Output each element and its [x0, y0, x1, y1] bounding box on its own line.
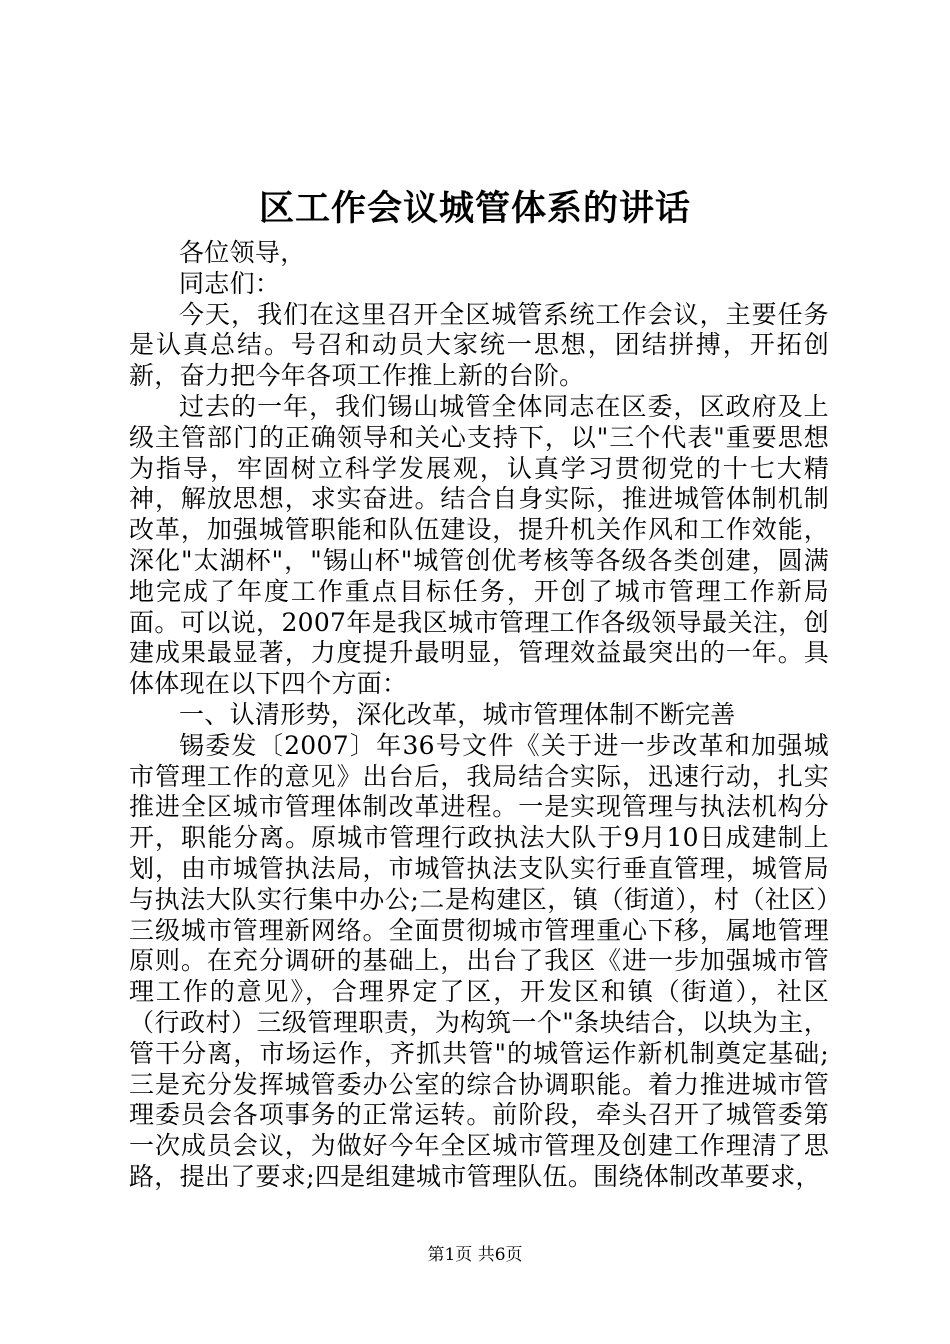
paragraph-review: 过去的一年，我们锡山城管全体同志在区委，区政府及上级主管部门的正确领导和关心支持下，以"三个代表"重要思想为指导，牢固树立科学发展观，认真学习贯彻党的十七大精神，解放思想，求实奋进。结合自身实际，推进城管体制机制改革，加强城管职能和队伍建设，提升机关作风和工作效能，深化"太湖杯"，"锡山杯"城管创优考核等各级各类创建，圆满地完成了年度工作重点目标任务，开创了城市管理工作新局面。可以说，2007年是我区城市管理工作各级领导最关注，创建成果最显著，力度提升最明显，管理效益最突出的一年。具体体现在以下四个方面： — [129, 391, 829, 699]
document-body — [129, 238, 829, 1193]
salutation-comrades: 同志们： — [179, 268, 281, 298]
paragraph-reform: 锡委发〔2007〕年36号文件《关于进一步改革和加强城市管理工作的意见》出台后，我局结合实际，迅速行动，扎实推进全区城市管理体制改革进程。一是实现管理与执法机构分开，职能分离。原城市管理行政执法大队于9月10日成建制上划，由市城管执法局，市城管执法支队实行垂直管理，城管局与执法大队实行集中办公;二是构建区，镇（街道），村（社区）三级城市管理新网络。全面贯彻城市管理重心下移，属地管理原则。在充分调研的基础上，出台了我区《进一步加强城市管理工作的意见》，合理界定了区，开发区和镇（街道），社区（行政村）三级管理职责，为构筑一个"条块结合，以块为主，管干分离，市场运作，齐抓共管"的城管运作新机制奠定基础;三是充分发挥城管委办公室的综合协调职能。着力推进城市管理委员会各项事务的正常运转。前阶段，牵头召开了城管委第一次成员会议，为做好今年全区城市管理及创建工作理清了思路，提出了要求;四是组建城市管理队伍。围绕体制改革要求， — [129, 730, 829, 1191]
paragraph-opening: 今天，我们在这里召开全区城管系统工作会议，主要任务是认真总结。号召和动员大家统一思想，团结拼搏，开拓创新，奋力把今年各项工作推上新的台阶。 — [129, 299, 829, 391]
salutation-leaders: 各位领导， — [179, 238, 306, 267]
section-heading-1: 一、认清形势，深化改革，城市管理体制不断完善 — [179, 699, 736, 729]
document-title: 区工作会议城管体系的讲话 — [258, 188, 691, 229]
page-footer: 第1页 共6页 — [427, 1245, 523, 1265]
